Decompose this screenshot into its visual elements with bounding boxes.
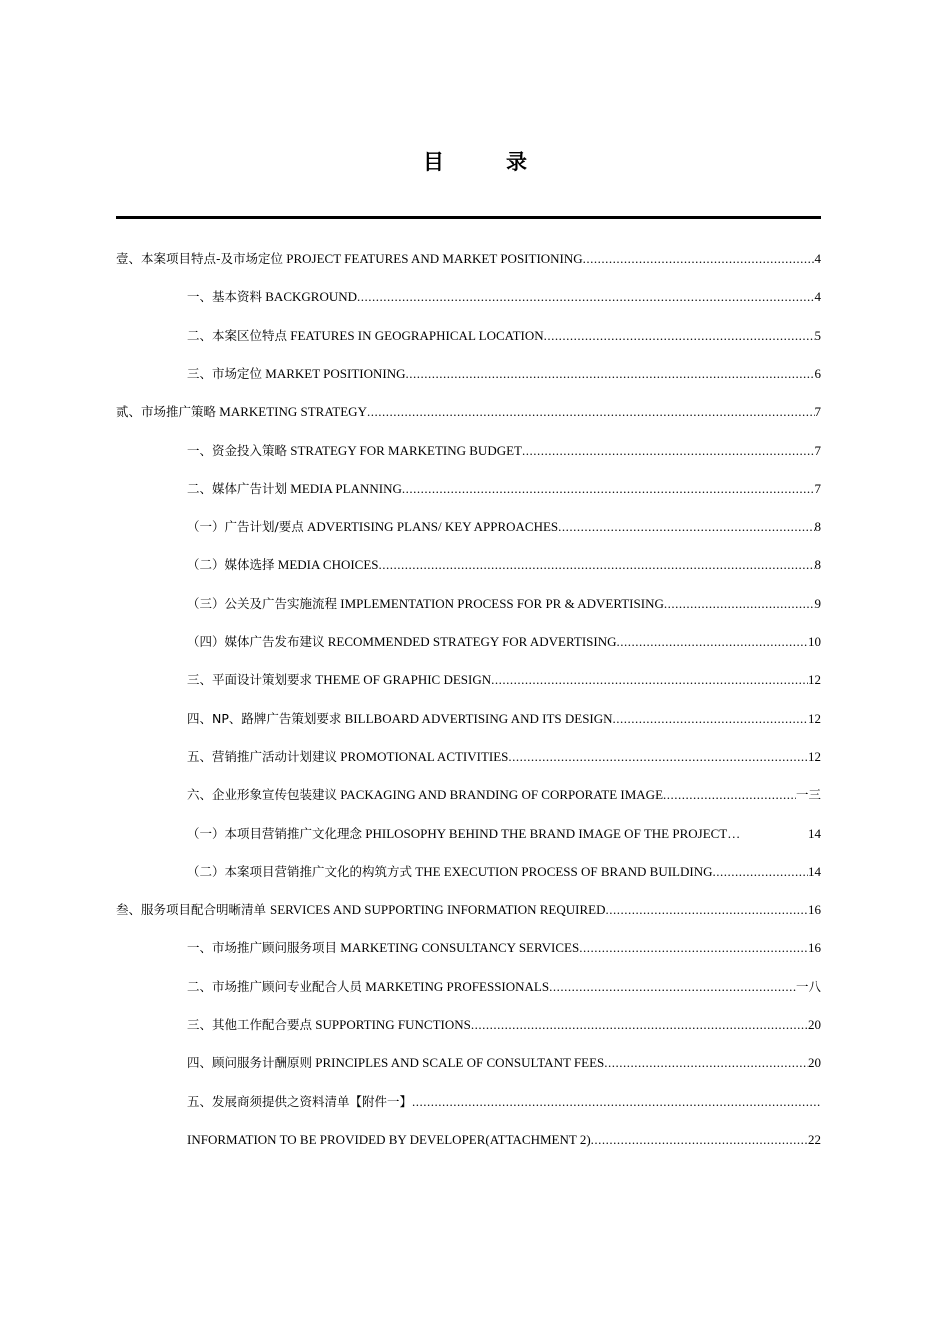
toc-entry-text: [187, 440, 522, 462]
toc-leader-dots: [357, 286, 815, 308]
toc-leader-dots: [522, 440, 815, 462]
toc-entry-zh: （二）本案项目营销推广文化的构筑方式: [187, 863, 413, 879]
toc-entry[interactable]: [187, 478, 821, 500]
toc-page-number: 4: [814, 251, 821, 266]
toc-entry-text: [187, 478, 402, 500]
toc-entry-zh: 叁、服务项目配合明晰清单: [116, 902, 270, 918]
toc-page-number: 12: [808, 710, 821, 726]
toc-entry-zh: 贰、市场推广策略: [116, 404, 217, 420]
title-char-1: 目: [423, 150, 444, 174]
toc-entry-text: [187, 669, 491, 691]
toc-page-number: 一八: [795, 978, 821, 994]
toc-entry-zh: 三、平面设计策划要求: [187, 672, 313, 688]
toc-entry-zh: 五、发展商须提供之资料清单【附件一】: [187, 1093, 413, 1109]
toc-page-number: 22: [808, 1131, 821, 1147]
toc-page-number: 一三: [795, 787, 821, 803]
toc-entry[interactable]: [116, 401, 821, 423]
toc-entry-zh: （一）广告计划/要点: [187, 519, 304, 535]
toc-entry-en: MEDIA PLANNING: [287, 480, 402, 496]
toc-page-number: 20: [808, 1017, 821, 1032]
toc-entry-text: [187, 1014, 471, 1036]
toc-entry-zh: 二、本案区位特点: [187, 327, 288, 343]
toc-entry-zh: 六、企业形象宣传包装建议: [187, 787, 338, 803]
toc-leader-dots: [613, 708, 808, 730]
toc-page-number: 14: [808, 863, 821, 879]
toc-entry[interactable]: [187, 669, 821, 691]
toc-entry-en: PRINCIPLES AND SCALE OF CONSULTANT FEES: [312, 1055, 605, 1071]
toc-entry[interactable]: [187, 1129, 821, 1151]
toc-entry-text: [187, 325, 544, 347]
toc-page-number: 20: [808, 1055, 821, 1071]
toc-entry-text: [187, 823, 740, 845]
title-divider: [116, 216, 821, 219]
toc-entry[interactable]: [187, 593, 821, 615]
toc-entry-text: [187, 1091, 412, 1113]
toc-entry-text: [187, 1129, 591, 1151]
toc-page-number: 5: [814, 327, 821, 343]
toc-entry-en: BACKGROUND: [262, 289, 357, 305]
toc-page-number: 4: [814, 289, 821, 305]
toc-leader-dots: [604, 1052, 808, 1074]
toc-leader-dots: [367, 401, 815, 423]
toc-entry[interactable]: [187, 708, 821, 730]
toc-entry[interactable]: [187, 823, 821, 845]
toc-leader-dots: [471, 1014, 808, 1036]
toc-entry-en: STRATEGY FOR MARKETING BUDGET: [287, 442, 522, 458]
toc-entry[interactable]: [187, 554, 821, 576]
toc-entry[interactable]: [187, 937, 821, 959]
toc-entry-text: [187, 1052, 604, 1074]
toc-leader-dots: [412, 1091, 821, 1113]
toc-leader-dots: [402, 478, 815, 500]
toc-entry-en: RECOMMENDED STRATEGY FOR ADVERTISING: [324, 634, 617, 649]
toc-entry[interactable]: [116, 248, 821, 270]
toc-entry-en: IMPLEMENTATION PROCESS FOR PR & ADVERTISING: [337, 595, 664, 611]
toc-page-number: 7: [814, 480, 821, 496]
toc-entry-text: [187, 516, 558, 538]
toc-leader-dots: [617, 631, 809, 653]
toc-leader-dots: [663, 784, 796, 806]
toc-page-number: 7: [814, 442, 821, 458]
toc-entry-text: [116, 248, 583, 270]
toc-entry-zh: 三、其他工作配合要点: [187, 1017, 313, 1032]
toc-entry-zh: （二）媒体选择: [187, 557, 275, 573]
toc-entry-zh: 二、市场推广顾问专业配合人员: [187, 978, 363, 994]
toc-entry[interactable]: [187, 976, 821, 998]
toc-entry-text: [116, 401, 367, 423]
toc-entry-zh: （一）本项目营销推广文化理念: [187, 825, 363, 841]
toc-entry-zh: （三）公关及广告实施流程: [187, 595, 338, 611]
toc-leader-dots: [605, 899, 808, 921]
toc-entry-text: [187, 746, 508, 768]
toc-leader-dots: [508, 746, 808, 768]
toc-entry-text: [187, 784, 663, 806]
toc-entry[interactable]: [187, 746, 821, 768]
page-title: [0, 146, 950, 176]
toc-entry-en: PHILOSOPHY BEHIND THE BRAND IMAGE OF THE PROJECT…: [362, 825, 741, 841]
toc-entry-en: MARKET POSITIONING: [262, 365, 406, 381]
toc-entry[interactable]: [187, 286, 821, 308]
toc-entry[interactable]: [187, 784, 821, 806]
toc-page-number: 12: [808, 672, 821, 688]
toc-entry-text: [187, 937, 579, 959]
toc-entry-en: PROMOTIONAL ACTIVITIES: [337, 748, 509, 764]
toc-entry-zh: 三、市场定位: [187, 365, 263, 381]
toc-entry-en: PACKAGING AND BRANDING OF CORPORATE IMAGE: [337, 787, 664, 803]
toc-entry-text: [187, 708, 613, 730]
toc-page-number: 7: [814, 404, 821, 420]
toc-entry-en: THEME OF GRAPHIC DESIGN: [312, 672, 492, 688]
toc-entry-zh: 一、基本资料: [187, 289, 263, 305]
toc-entry-text: [187, 363, 406, 385]
toc-entry-zh: （四）媒体广告发布建议: [187, 634, 325, 649]
toc-page-number: 6: [814, 365, 821, 381]
toc-entry[interactable]: [187, 631, 821, 653]
toc-entry[interactable]: [187, 516, 821, 538]
toc-leader-dots: [712, 861, 808, 883]
toc-entry[interactable]: [187, 861, 821, 883]
title-char-2: 录: [506, 150, 527, 174]
toc-entry-text: [187, 861, 712, 883]
toc-entry-text: [187, 631, 617, 653]
toc-entry-zh: 四、顾问服务计酬原则: [187, 1055, 313, 1071]
toc-entry[interactable]: [187, 1014, 821, 1036]
toc-entry-zh: 一、资金投入策略: [187, 442, 288, 458]
toc-leader-dots: [379, 554, 815, 576]
toc-entry[interactable]: [116, 899, 821, 921]
toc-entry-en: MARKETING STRATEGY: [216, 404, 367, 420]
toc-entry[interactable]: [187, 440, 821, 462]
toc-entry[interactable]: [187, 1091, 821, 1113]
toc-entry-text: [187, 976, 549, 998]
toc-leader-dots: [591, 1129, 808, 1151]
toc-page-number: 9: [814, 595, 821, 611]
toc-leader-dots: [549, 976, 796, 998]
toc-entry-text: [187, 286, 357, 308]
toc-entry[interactable]: [187, 363, 821, 385]
toc-entry-en: SERVICES AND SUPPORTING INFORMATION REQUIRED: [269, 902, 606, 918]
toc-entry-zh: 五、营销推广活动计划建议: [187, 748, 338, 764]
toc-entry[interactable]: [187, 325, 821, 347]
toc-entry-en: MEDIA CHOICES: [274, 557, 379, 573]
toc-entry-en: SUPPORTING FUNCTIONS: [312, 1017, 471, 1032]
toc-entry-zh: 四、NP、路牌广告策划要求: [187, 710, 342, 726]
toc-entry-text: [116, 899, 605, 921]
toc-entry-zh: 二、媒体广告计划: [187, 480, 288, 496]
toc-page-number: 12: [808, 748, 821, 764]
toc-entry[interactable]: [187, 1052, 821, 1074]
toc-entry-zh: 一、市场推广顾问服务项目: [187, 940, 338, 956]
toc-page-number: 10: [808, 634, 821, 649]
toc-entry-en: ADVERTISING PLANS/ KEY APPROACHES: [303, 519, 559, 535]
toc-entry-text: [187, 593, 664, 615]
toc-entry-en: MARKETING PROFESSIONALS: [362, 978, 550, 994]
toc-leader-dots: [558, 516, 814, 538]
toc-leader-dots: [544, 325, 815, 347]
toc-leader-dots: [406, 363, 815, 385]
toc-entry-en: THE EXECUTION PROCESS OF BRAND BUILDING: [412, 863, 713, 879]
toc-entry-en: BILLBOARD ADVERTISING AND ITS DESIGN: [341, 710, 613, 726]
toc-entry-en: PROJECT FEATURES AND MARKET POSITIONING: [283, 251, 583, 266]
toc-page-number: 16: [808, 902, 821, 918]
toc-page-number: 14: [808, 825, 821, 841]
toc-entry-text: [187, 554, 379, 576]
toc-page-number: 8: [814, 557, 821, 573]
toc-entry-en: FEATURES IN GEOGRAPHICAL LOCATION: [287, 327, 544, 343]
toc-page-number: 16: [808, 940, 821, 956]
toc-leader-dots: [583, 248, 815, 270]
toc-entry-en: MARKETING CONSULTANCY SERVICES: [337, 940, 580, 956]
toc-leader-dots: [491, 669, 808, 691]
toc-entry-zh: 壹、本案项目特点-及市场定位: [116, 251, 284, 266]
toc-leader-dots: [579, 937, 808, 959]
toc-leader-dots: [664, 593, 815, 615]
toc-page-number: 8: [814, 519, 821, 535]
toc-entry-en: INFORMATION TO BE PROVIDED BY DEVELOPER(ATTACHMENT 2): [187, 1131, 591, 1147]
